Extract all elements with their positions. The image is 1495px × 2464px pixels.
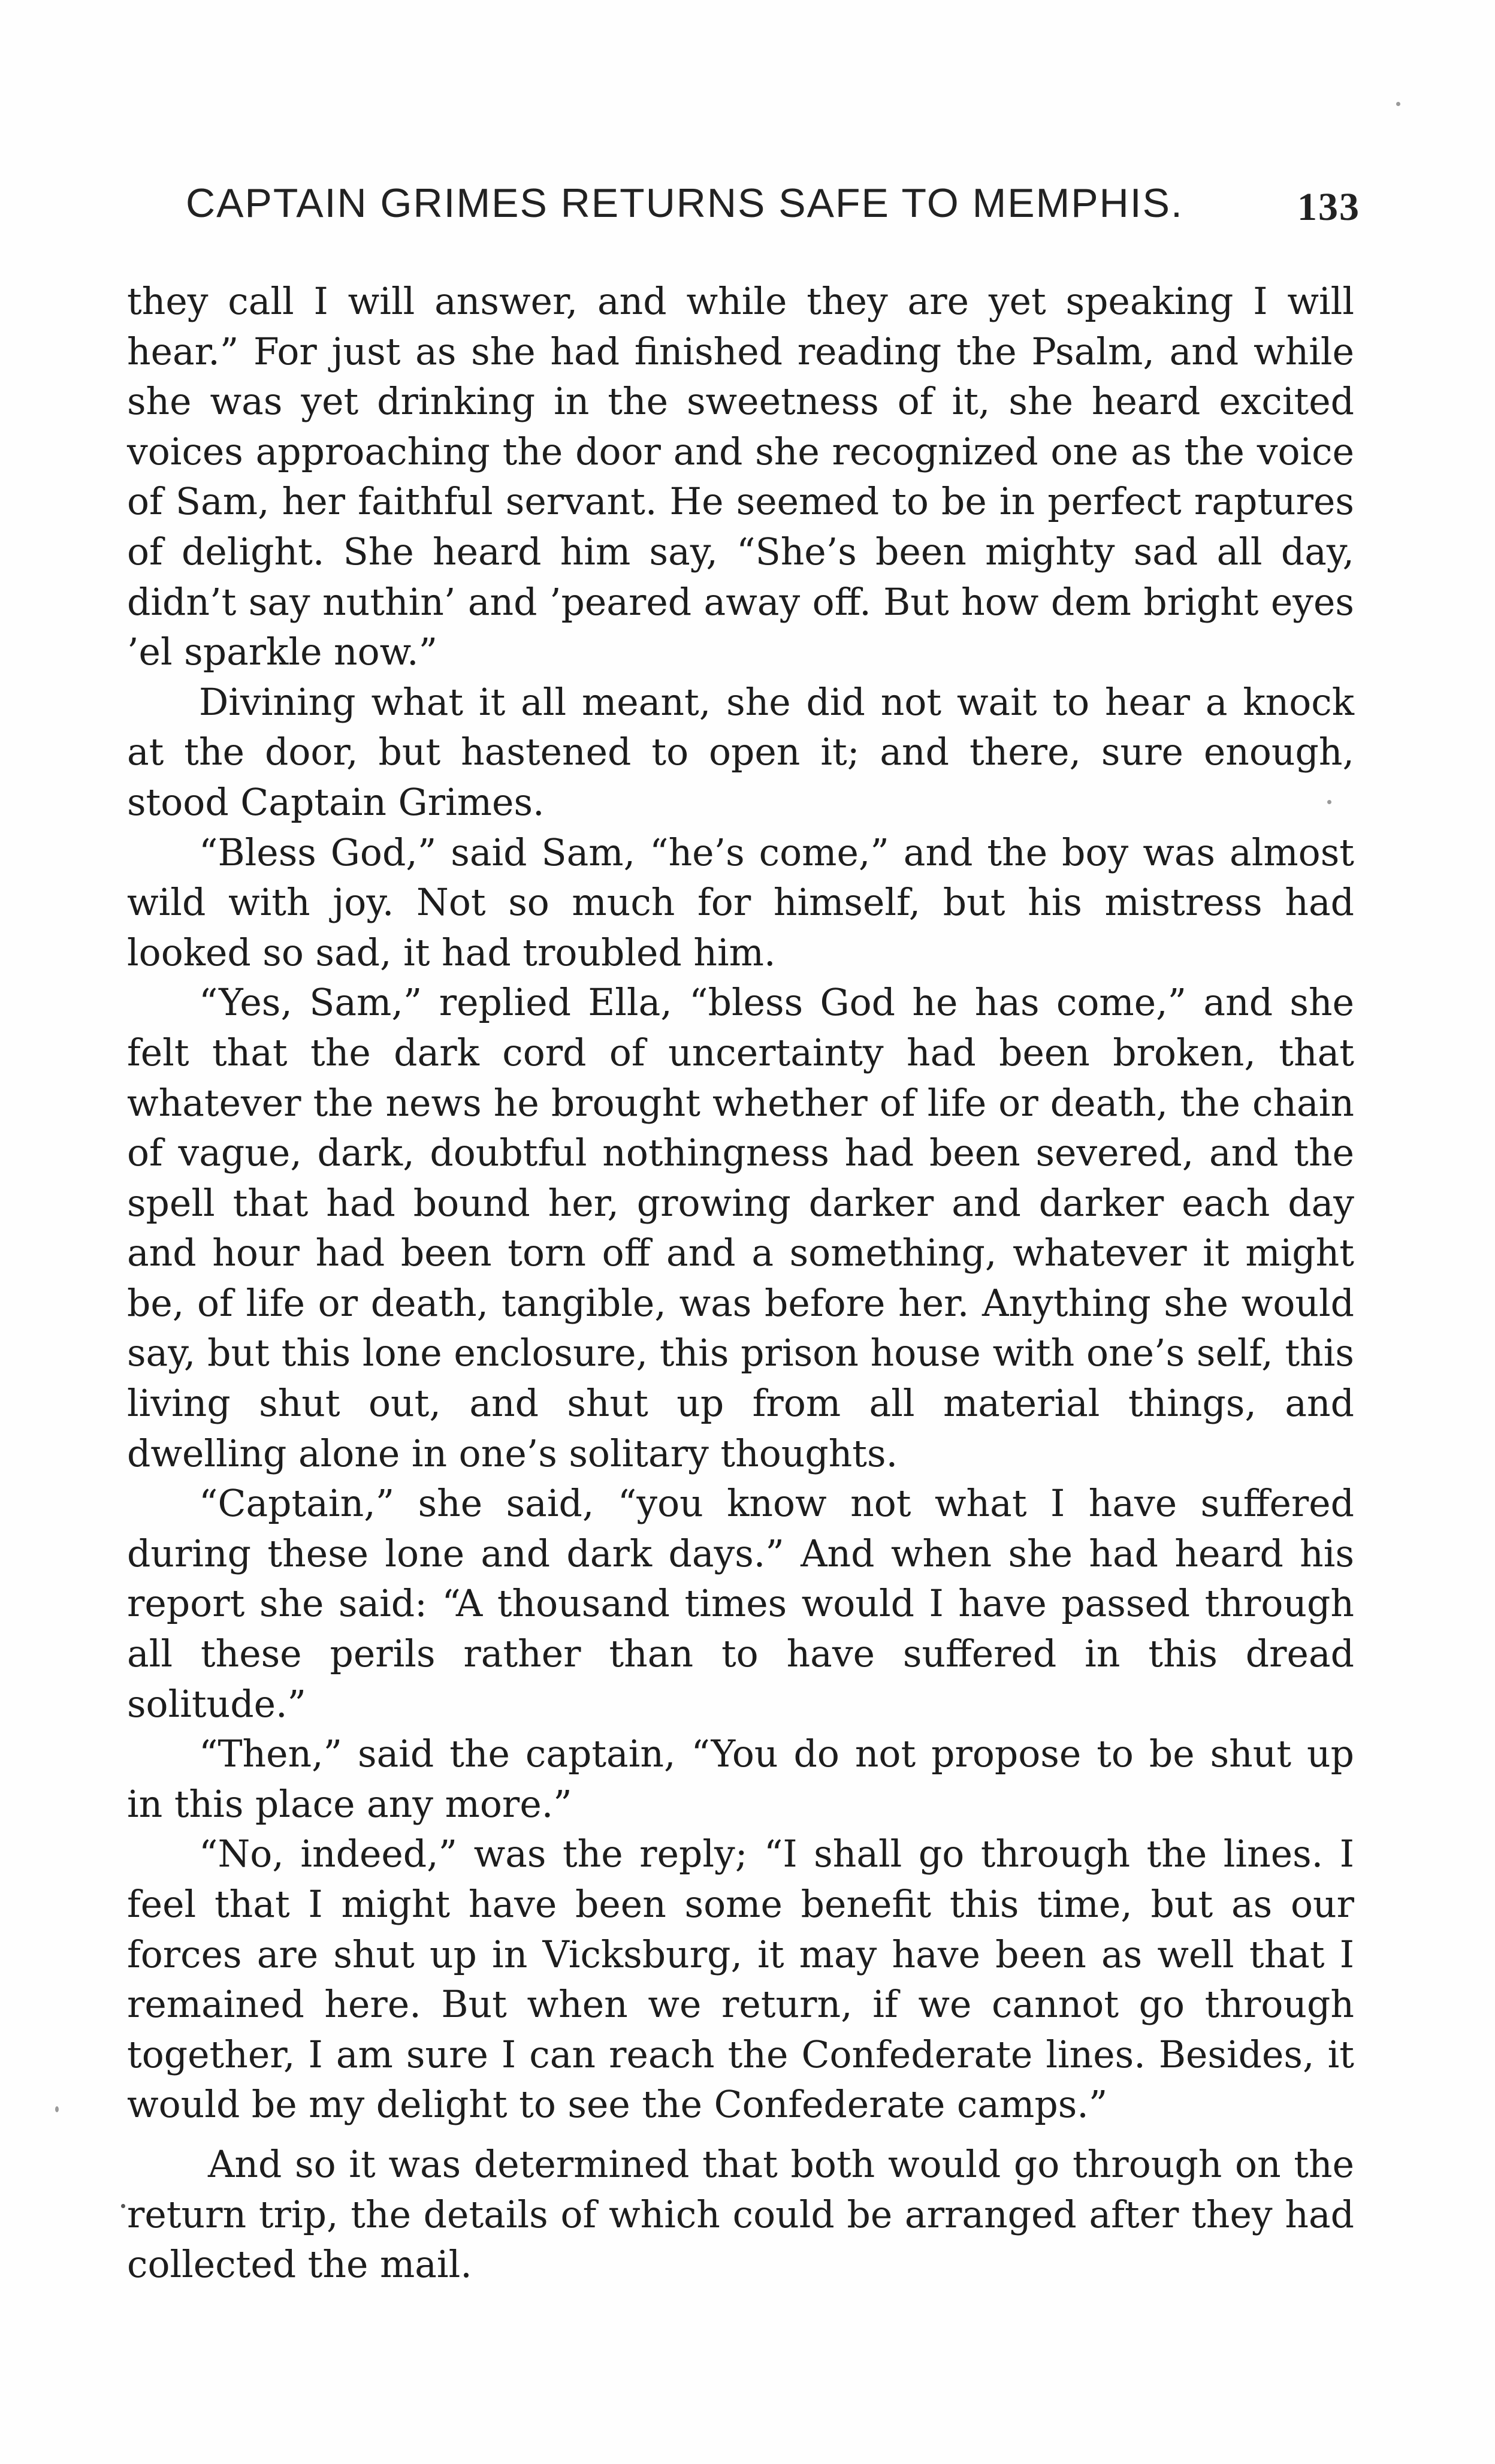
speck-mark [55, 2106, 59, 2112]
page-number: 133 [1297, 185, 1360, 229]
paragraph-7: “No, indeed,” was the reply; “I shall go through the lines. I feel that I might have been some benefit this time, but as our forces are shut up in Vicksburg, it may have been as well that I remained here. But when we return, if we cannot go through together, I am sure I can reach the Confederate lines. Besides, it would be my delight to see the Confederate camps.” [127, 1832, 1354, 2127]
paragraph-6: “Then,” said the captain, “You do not propose to be shut up in this place any more.” [127, 1732, 1354, 1826]
paragraph-3: “Bless God,” said Sam, “he’s come,” and the boy was almost wild with joy. Not so much for himself, but his mistress had looked so sad, it had troubled him. [127, 831, 1354, 974]
speck-mark [1327, 800, 1331, 804]
page-header [126, 180, 1360, 246]
paragraph-1: they call I will answer, and while they are yet speaking I will hear.” For just as she had finished reading the Psalm, and while she was yet drinking in the sweetness of it, she heard excited voices approaching the door and she recognized one as the voice of Sam, her faithful servant. He seemed to be in perfect raptures of delight. She heard him say, “She’s been mighty sad all day, didn’t say nuthin’ and ’peared away off. But how dem bright eyes ’el sparkle now.” [127, 280, 1354, 674]
paragraph-5: “Captain,” she said, “you know not what I have suffered during these lone and dark days.” And when she had heard his report she said: “A thousand times would I have passed through all these perils rather than to have suffered in this dread solitude.” [127, 1482, 1354, 1726]
speck-mark [1396, 102, 1400, 106]
speck-mark [121, 2204, 125, 2208]
paragraph-2: Divining what it all meant, she did not wait to hear a knock at the door, but hastened to open it; and there, sure enough, stood Captain Grimes. [127, 680, 1354, 824]
paragraph-8: And so it was determined that both would go through on the return trip, the details of which could be arranged after they had collected the mail. [127, 2142, 1354, 2287]
paragraph-4: “Yes, Sam,” replied Ella, “bless God he has come,” and she felt that the dark cord of uncertainty had been broken, that whatever the news he brought whether of life or death, the chain of vague, dark, doubtful nothingness had been severed, and the spell that had bound her, growing darker and darker each day and hour had been torn off and a something, whatever it might be, of life or death, tangible, was before her. Anything she would say, but this lone enclosure, this prison house with one’s self, this living shut out, and shut up from all material things, and dwelling alone in one’s solitary thoughts. [127, 981, 1354, 1475]
page-body [127, 277, 1354, 2290]
running-title: CAPTAIN GRIMES RETURNS SAFE TO MEMPHIS. [186, 180, 1183, 226]
